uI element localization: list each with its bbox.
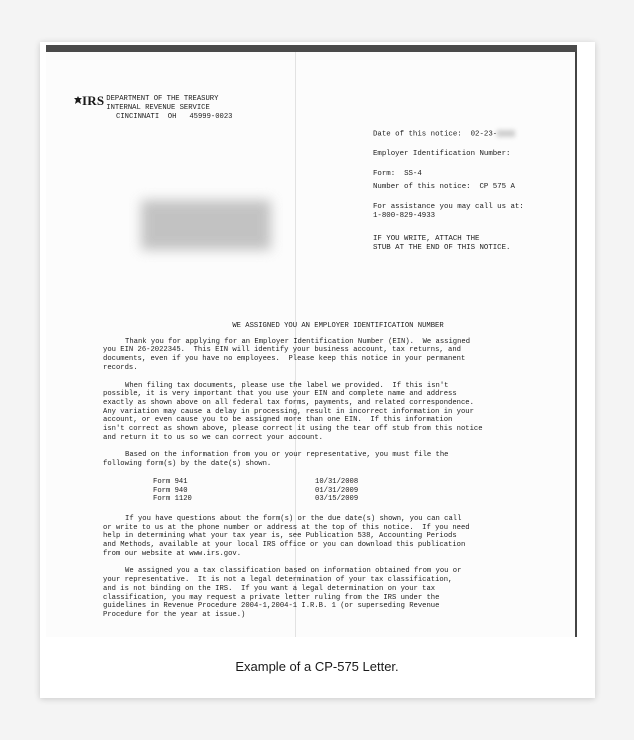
- department-name: DEPARTMENT OF THE TREASURY: [106, 95, 219, 103]
- list-item: [103, 495, 543, 504]
- notice-details: [373, 130, 573, 264]
- paragraph-questions: If you have questions about the form(s) or the due date(s) shown, you can call or write to us at the phone number or address at the top of this notice. If you need help in determining what your tax year is, see Publication 538, Accounting Periods and Methods, available at your local IRS office or you can download this publication from our website at www.irs.gov.: [103, 514, 470, 558]
- ein-line: Employer Identification Number:: [373, 150, 511, 159]
- redacted-recipient-address: [141, 200, 271, 250]
- document-top-border: [46, 45, 577, 52]
- form-due-date: 01/31/2009: [315, 486, 359, 495]
- assistance-label: For assistance you may call us at:: [373, 203, 524, 212]
- irs-logo: [74, 95, 104, 107]
- form-label: Form:: [373, 170, 396, 179]
- letter-body: [103, 322, 543, 629]
- write-instructions: IF YOU WRITE, ATTACH THE STUB AT THE END OF THIS NOTICE.: [373, 235, 511, 253]
- irs-letter-scan: [46, 52, 577, 637]
- list-item: [103, 478, 543, 487]
- irs-eagle-icon: [74, 96, 82, 106]
- redacted-mark: [497, 130, 515, 137]
- forms-due-list: [103, 478, 543, 504]
- notice-date-label: Date of this notice:: [373, 130, 462, 139]
- form-line: [373, 170, 573, 179]
- notice-number-label: Number of this notice:: [373, 183, 471, 192]
- assistance-block: [373, 203, 573, 221]
- form-due-date: 03/15/2009: [315, 495, 359, 504]
- notice-number-value: CP 575 A: [479, 183, 515, 192]
- letter-title: WE ASSIGNED YOU AN EMPLOYER IDENTIFICATION NUMBER: [232, 322, 444, 330]
- service-name: INTERNAL REVENUE SERVICE: [106, 104, 210, 112]
- list-item: [103, 487, 543, 496]
- form-value: SS-4: [404, 170, 422, 179]
- paragraph-forms-due: Based on the information from you or your representative, you must file the following form(s) by the date(s) shown.: [103, 451, 449, 469]
- form-name: Form 1120: [153, 495, 192, 504]
- irs-address: CINCINNATI OH 45999-0023: [116, 113, 233, 121]
- figure-caption: Example of a CP-575 Letter.: [235, 659, 399, 674]
- paragraph-filing-instructions: When filing tax documents, please use the label we provided. If this isn't possible, it is very important that you use your EIN and complete name and address exactly as shown above on all federal tax forms, payments, and related correspondence. Any variation may cause a delay in processing, result in incorrect information in your account, or even cause you to be assigned more than one EIN. If this information isn't correct as shown above, please correct it using the tear off stub from this notice and return it to us so we can correct your account.: [103, 381, 483, 442]
- notice-date: [373, 130, 573, 139]
- phone-number: 1-800-829-4933: [373, 212, 436, 221]
- paragraph-ein-assigned: Thank you for applying for an Employer Identification Number (EIN). We assigned you EIN 26-2022345. This EIN will identify your business account, tax returns, and documents, even if you have no employees. Please keep this notice in your permanent records.: [103, 337, 471, 372]
- irs-letterhead: [74, 95, 232, 122]
- form-name: Form 941: [153, 477, 188, 486]
- form-due-date: 10/31/2008: [315, 477, 359, 486]
- irs-logo-text: IRS: [82, 93, 105, 108]
- notice-number-line: [373, 183, 573, 192]
- paper-edge: [575, 52, 577, 637]
- notice-date-value: 02-23-: [470, 130, 498, 139]
- form-name: Form 940: [153, 486, 188, 495]
- paragraph-tax-classification: We assigned you a tax classification based on information obtained from you or your representative. It is not a legal determination of your tax classification, and is not binding on the IRS. If you want a legal determination on your tax classification, you may request a private letter ruling from the IRS under the guidelines in Revenue Procedure 2004-1,2004-1 I.R.B. 1 (or superseding Revenue Procedure for the year at issue.): [103, 567, 462, 619]
